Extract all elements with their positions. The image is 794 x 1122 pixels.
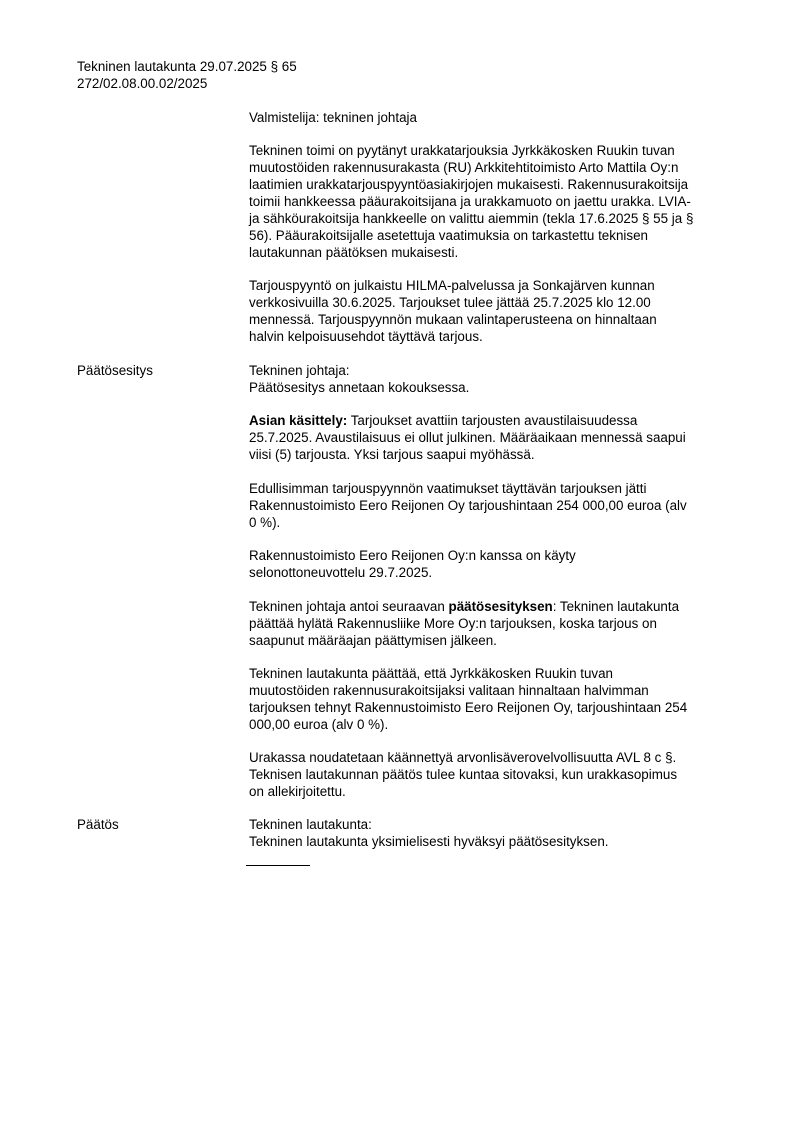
text-line: Urakassa noudatetaan käännettyä arvonlisäverovelvollisuutta AVL 8 c §. bbox=[249, 750, 677, 765]
text-line: Tekninen lautakunta: bbox=[249, 817, 372, 832]
decision-text bbox=[249, 816, 739, 850]
text-line: mennessä. Tarjouspyynnön mukaan valintaperusteena on hinnaltaan bbox=[249, 312, 657, 327]
text-line: 25.7.2025. Avaustilaisuus ei ollut julkinen. Määräaikaan mennessä saapui bbox=[249, 430, 686, 445]
cheapest-offer-paragraph bbox=[249, 480, 739, 531]
text-line: saapunut määräajan päättymisen jälkeen. bbox=[249, 633, 497, 648]
handling-text: Tarjoukset avattiin tarjousten avaustilaisuudessa bbox=[347, 413, 638, 428]
text-line: Tekninen johtaja: bbox=[249, 363, 350, 378]
text-line: Päätösesitys annetaan kokouksessa. bbox=[249, 380, 470, 395]
text-line: Teknisen lautakunnan päätös tulee kuntaa sitovaksi, kun urakkasopimus bbox=[249, 767, 678, 782]
text-fragment: : Tekninen lautakunta bbox=[552, 599, 680, 614]
text-line: ja sähköurakoitsija hankkeelle on valittu aiemmin (tekla 17.6.2025 § 55 ja § bbox=[249, 211, 694, 226]
intro-paragraph-1 bbox=[249, 142, 739, 261]
text-line: muutostöiden rakennusurakasta (RU) Arkkitehtitoimisto Arto Mattila Oy:n bbox=[249, 160, 679, 175]
bold-term: päätösesityksen bbox=[448, 599, 553, 614]
text-line: Edullisimman tarjouspyynnön vaatimukset täyttävän tarjouksen jätti bbox=[249, 481, 647, 496]
text-line: Tekninen toimi on pyytänyt urakkatarjouksia Jyrkkäkosken Ruukin tuvan bbox=[249, 143, 675, 158]
text-line: 0 %). bbox=[249, 515, 281, 530]
proposal-label: Päätösesitys bbox=[77, 363, 153, 378]
end-divider bbox=[246, 865, 310, 866]
vat-paragraph bbox=[249, 749, 739, 800]
director-proposal-paragraph bbox=[249, 598, 739, 649]
text-line bbox=[249, 598, 739, 615]
text-line: halvin kelpoisuusehdot täyttävä tarjous. bbox=[249, 329, 483, 344]
text-line: Tekninen lautakunta päättää, että Jyrkkäkosken Ruukin tuvan bbox=[249, 666, 614, 681]
text-line: tarjouksen tehnyt Rakennustoimisto Eero Reijonen Oy, tarjoushintaan 254 bbox=[249, 700, 688, 715]
text-line: Rakennustoimisto Eero Reijonen Oy:n kanssa on käyty bbox=[249, 548, 576, 563]
text-line: toimii hankkeessa pääurakoitsijana ja urakkamuoto on jaettu urakka. LVIA- bbox=[249, 194, 691, 209]
text-line bbox=[249, 412, 739, 429]
decision-label: Päätös bbox=[77, 817, 119, 832]
text-line: Tekninen lautakunta yksimielisesti hyväksyi päätösesityksen. bbox=[249, 834, 609, 849]
proposal-intro bbox=[249, 362, 739, 396]
text-line: on allekirjoitettu. bbox=[249, 784, 346, 799]
handling-paragraph bbox=[249, 412, 739, 463]
intro-paragraph-2 bbox=[249, 277, 739, 345]
text-line: päättää hylätä Rakennusliike More Oy:n tarjouksen, koska tarjous on bbox=[249, 616, 657, 631]
text-fragment: Tekninen johtaja antoi seuraavan bbox=[249, 599, 449, 614]
text-line: viisi (5) tarjousta. Yksi tarjous saapui myöhässä. bbox=[249, 447, 535, 462]
text-line: muutostöiden rakennusurakoitsijaksi valitaan hinnaltaan halvimman bbox=[249, 683, 649, 698]
clarification-paragraph bbox=[249, 547, 739, 581]
document-header bbox=[77, 58, 297, 92]
handling-heading: Asian käsittely: bbox=[249, 413, 348, 428]
text-line: lautakunnan päätöksen mukaisesti. bbox=[249, 245, 459, 260]
preparer-line: Valmistelija: tekninen johtaja bbox=[249, 110, 417, 125]
text-line: Tarjouspyyntö on julkaistu HILMA-palvelussa ja Sonkajärven kunnan bbox=[249, 278, 655, 293]
text-line: 000,00 euroa (alv 0 %). bbox=[249, 717, 389, 732]
record-number: 272/02.08.00.02/2025 bbox=[77, 76, 208, 91]
meeting-reference: Tekninen lautakunta 29.07.2025 § 65 bbox=[77, 59, 297, 74]
text-line: verkkosivuilla 30.6.2025. Tarjoukset tulee jättää 25.7.2025 klo 12.00 bbox=[249, 295, 651, 310]
text-line: selonottoneuvottelu 29.7.2025. bbox=[249, 565, 433, 580]
text-line: Rakennustoimisto Eero Reijonen Oy tarjoushintaan 254 000,00 euroa (alv bbox=[249, 498, 687, 513]
text-line: laatimien urakkatarjouspyyntöasiakirjojen mukaisesti. Rakennusurakoitsija bbox=[249, 177, 689, 192]
text-line: 56). Pääurakoitsijalle asetettuja vaatimuksia on tarkastettu teknisen bbox=[249, 228, 648, 243]
selection-paragraph bbox=[249, 665, 739, 733]
